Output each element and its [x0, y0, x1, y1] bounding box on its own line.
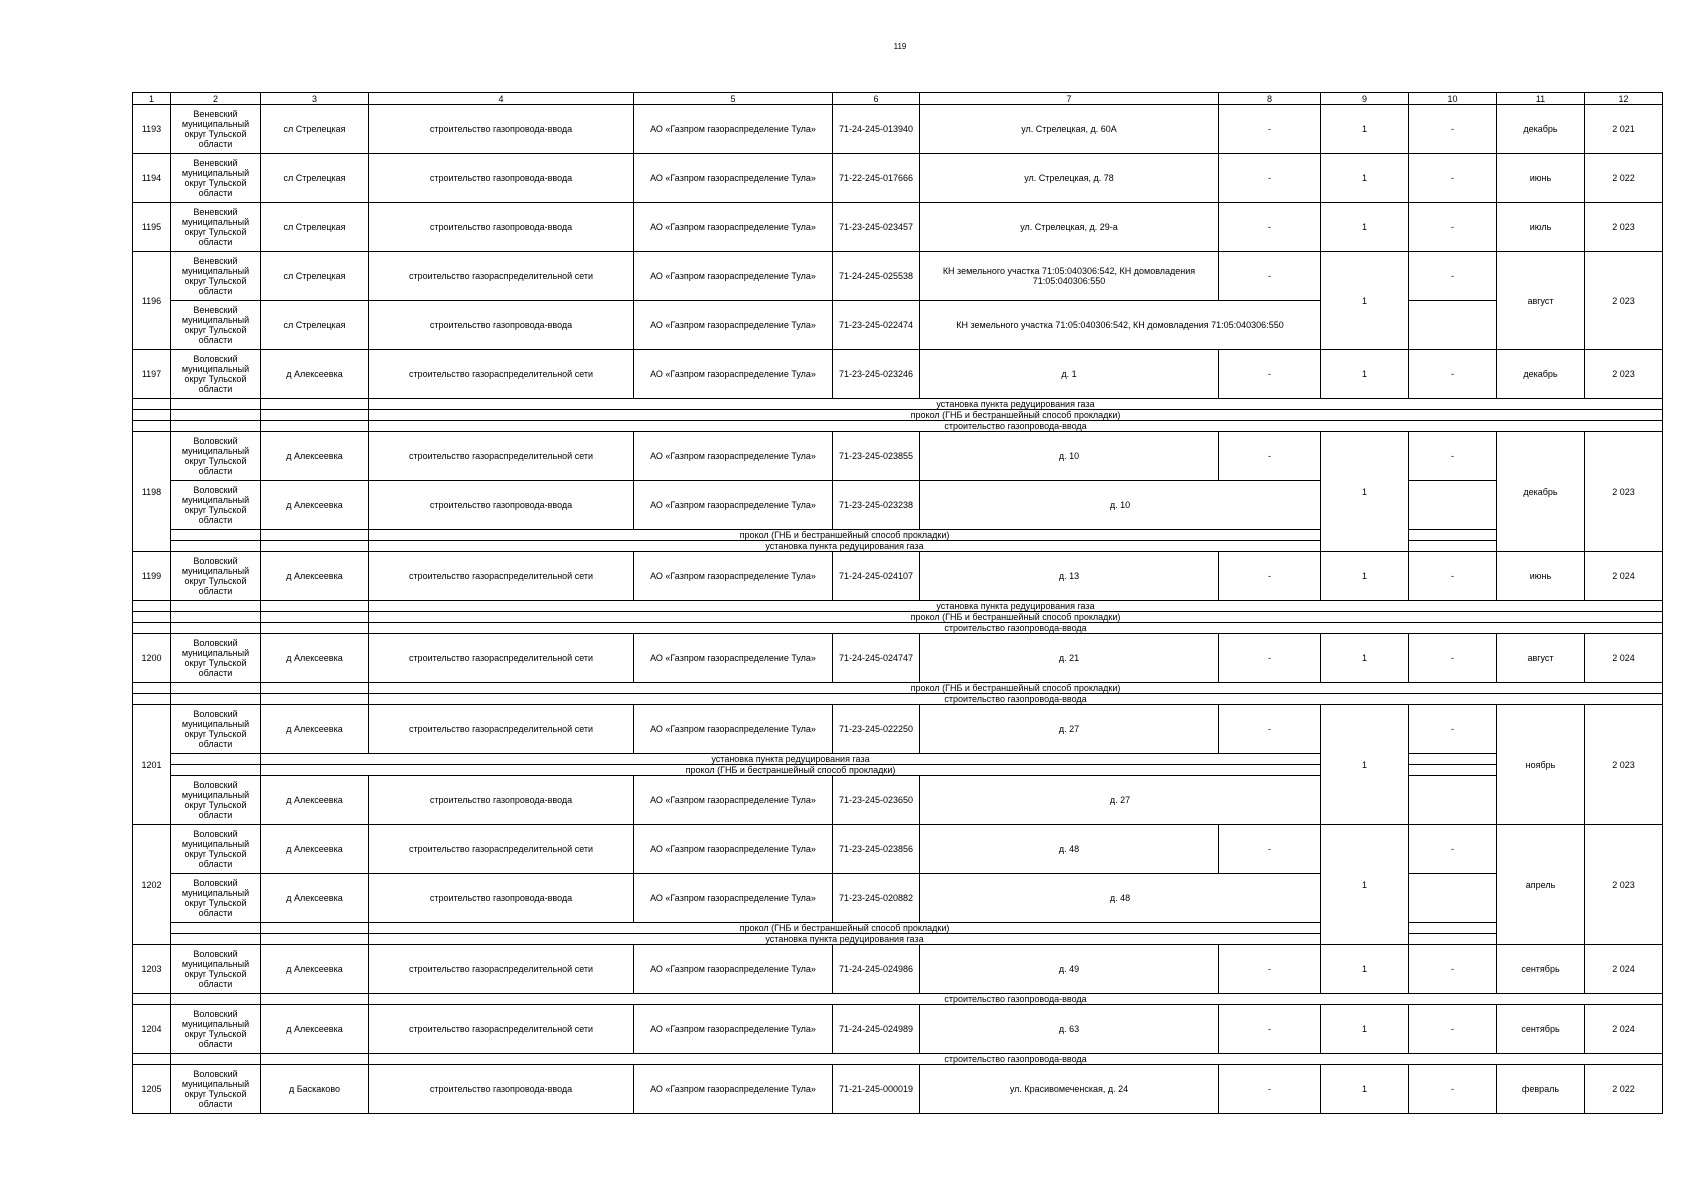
- row-number: 1193: [133, 105, 171, 154]
- table-row: [133, 350, 1663, 399]
- table-row: [133, 432, 1663, 481]
- table-row: [133, 825, 1663, 874]
- col10-cell: -: [1409, 1065, 1497, 1114]
- district-cell: Воловский муниципальный округ Тульской области: [171, 552, 261, 601]
- quantity-cell: 1: [1321, 350, 1409, 399]
- district-cell: Воловский муниципальный округ Тульской области: [171, 1065, 261, 1114]
- district-cell: Веневский муниципальный округ Тульской области: [171, 203, 261, 252]
- locality-cell: д Алексеевка: [261, 552, 369, 601]
- district-cell: Воловский муниципальный округ Тульской области: [171, 350, 261, 399]
- work-type-cell: строительство газопровода-ввода: [369, 105, 634, 154]
- col10-cell: -: [1409, 105, 1497, 154]
- subwork-label: установка пункта редуцирования газа: [369, 399, 1663, 410]
- district-cell: Веневский муниципальный округ Тульской области: [171, 105, 261, 154]
- year-cell: 2 023: [1585, 350, 1663, 399]
- work-type-cell: строительство газораспределительной сети: [369, 945, 634, 994]
- code-cell: 71-23-245-023856: [833, 825, 920, 874]
- col8-cell: -: [1219, 1005, 1321, 1054]
- column-header: 7: [920, 93, 1219, 105]
- table-row: [133, 1005, 1663, 1054]
- district-cell: Воловский муниципальный округ Тульской области: [171, 705, 261, 754]
- row-number: 1198: [133, 432, 171, 552]
- work-type-cell: строительство газораспределительной сети: [369, 252, 634, 301]
- col10-cell: [1409, 874, 1497, 923]
- col10-cell: -: [1409, 634, 1497, 683]
- locality-cell: д Алексеевка: [261, 432, 369, 481]
- subwork-row: [133, 754, 1663, 765]
- year-cell: 2 023: [1585, 252, 1663, 350]
- code-cell: 71-24-245-024747: [833, 634, 920, 683]
- organization-cell: АО «Газпром газораспределение Тула»: [634, 874, 833, 923]
- month-cell: декабрь: [1497, 350, 1585, 399]
- code-cell: 71-22-245-017666: [833, 154, 920, 203]
- subwork-label: прокол (ГНБ и бестраншейный способ прокладки): [369, 612, 1663, 623]
- col10-cell: -: [1409, 203, 1497, 252]
- col8-cell: -: [1219, 154, 1321, 203]
- subwork-row: [133, 399, 1663, 410]
- district-cell: Воловский муниципальный округ Тульской области: [171, 634, 261, 683]
- locality-cell: сл Стрелецкая: [261, 154, 369, 203]
- locality-cell: сл Стрелецкая: [261, 301, 369, 350]
- subwork-row: [133, 694, 1663, 705]
- district-cell: Веневский муниципальный округ Тульской области: [171, 301, 261, 350]
- year-cell: 2 024: [1585, 1005, 1663, 1054]
- column-header: 9: [1321, 93, 1409, 105]
- organization-cell: АО «Газпром газораспределение Тула»: [634, 705, 833, 754]
- table-row: [133, 552, 1663, 601]
- subwork-label: строительство газопровода-ввода: [369, 994, 1663, 1005]
- work-type-cell: строительство газораспределительной сети: [369, 634, 634, 683]
- month-cell: декабрь: [1497, 105, 1585, 154]
- row-number: 1195: [133, 203, 171, 252]
- year-cell: 2 021: [1585, 105, 1663, 154]
- col8-cell: -: [1219, 705, 1321, 754]
- subwork-label: строительство газопровода-ввода: [369, 694, 1663, 705]
- locality-cell: сл Стрелецкая: [261, 252, 369, 301]
- col10-cell: -: [1409, 825, 1497, 874]
- month-cell: сентябрь: [1497, 945, 1585, 994]
- row-number: 1203: [133, 945, 171, 994]
- table-row: [133, 301, 1663, 350]
- organization-cell: АО «Газпром газораспределение Тула»: [634, 825, 833, 874]
- table-row: [133, 105, 1663, 154]
- col10-cell: -: [1409, 154, 1497, 203]
- work-type-cell: строительство газопровода-ввода: [369, 481, 634, 530]
- work-type-cell: строительство газораспределительной сети: [369, 552, 634, 601]
- address-cell: д. 21: [920, 634, 1219, 683]
- subwork-row: [133, 623, 1663, 634]
- subwork-label: строительство газопровода-ввода: [369, 1054, 1663, 1065]
- district-cell: Веневский муниципальный округ Тульской области: [171, 252, 261, 301]
- work-type-cell: строительство газопровода-ввода: [369, 154, 634, 203]
- table-row: [133, 252, 1663, 301]
- locality-cell: д Баскаково: [261, 1065, 369, 1114]
- col8-cell: -: [1219, 105, 1321, 154]
- code-cell: 71-23-245-023238: [833, 481, 920, 530]
- organization-cell: АО «Газпром газораспределение Тула»: [634, 945, 833, 994]
- subwork-label: прокол (ГНБ и бестраншейный способ прокладки): [369, 410, 1663, 421]
- address-cell: д. 10: [920, 481, 1321, 530]
- code-cell: 71-23-245-023650: [833, 776, 920, 825]
- address-cell: ул. Стрелецкая, д. 29-а: [920, 203, 1219, 252]
- row-number: 1204: [133, 1005, 171, 1054]
- address-cell: ул. Красивомеченская, д. 24: [920, 1065, 1219, 1114]
- district-cell: Воловский муниципальный округ Тульской области: [171, 481, 261, 530]
- month-cell: апрель: [1497, 825, 1585, 945]
- col10-cell: -: [1409, 552, 1497, 601]
- locality-cell: д Алексеевка: [261, 825, 369, 874]
- month-cell: февраль: [1497, 1065, 1585, 1114]
- work-type-cell: строительство газопровода-ввода: [369, 776, 634, 825]
- locality-cell: д Алексеевка: [261, 634, 369, 683]
- code-cell: 71-24-245-024989: [833, 1005, 920, 1054]
- code-cell: 71-23-245-023457: [833, 203, 920, 252]
- subwork-row: [133, 541, 1663, 552]
- organization-cell: АО «Газпром газораспределение Тула»: [634, 203, 833, 252]
- organization-cell: АО «Газпром газораспределение Тула»: [634, 154, 833, 203]
- header-row: [133, 93, 1663, 105]
- work-type-cell: строительство газопровода-ввода: [369, 1065, 634, 1114]
- address-cell: д. 13: [920, 552, 1219, 601]
- month-cell: июнь: [1497, 552, 1585, 601]
- locality-cell: д Алексеевка: [261, 481, 369, 530]
- organization-cell: АО «Газпром газораспределение Тула»: [634, 634, 833, 683]
- address-cell: д. 27: [920, 776, 1321, 825]
- code-cell: 71-23-245-022250: [833, 705, 920, 754]
- col10-cell: -: [1409, 432, 1497, 481]
- col8-cell: -: [1219, 552, 1321, 601]
- organization-cell: АО «Газпром газораспределение Тула»: [634, 105, 833, 154]
- quantity-cell: 1: [1321, 552, 1409, 601]
- month-cell: ноябрь: [1497, 705, 1585, 825]
- address-cell: д. 63: [920, 1005, 1219, 1054]
- subwork-row: [133, 683, 1663, 694]
- table-row: [133, 776, 1663, 825]
- code-cell: 71-24-245-024986: [833, 945, 920, 994]
- organization-cell: АО «Газпром газораспределение Тула»: [634, 252, 833, 301]
- year-cell: 2 024: [1585, 552, 1663, 601]
- quantity-cell: 1: [1321, 154, 1409, 203]
- table-row: [133, 634, 1663, 683]
- column-header: 10: [1409, 93, 1497, 105]
- quantity-cell: 1: [1321, 945, 1409, 994]
- organization-cell: АО «Газпром газораспределение Тула»: [634, 432, 833, 481]
- subwork-label: прокол (ГНБ и бестраншейный способ прокладки): [369, 530, 1321, 541]
- locality-cell: д Алексеевка: [261, 776, 369, 825]
- district-cell: Веневский муниципальный округ Тульской области: [171, 154, 261, 203]
- district-cell: Воловский муниципальный округ Тульской области: [171, 945, 261, 994]
- code-cell: 71-24-245-013940: [833, 105, 920, 154]
- address-cell: д. 10: [920, 432, 1219, 481]
- address-cell: д. 49: [920, 945, 1219, 994]
- address-cell: д. 1: [920, 350, 1219, 399]
- year-cell: 2 023: [1585, 825, 1663, 945]
- subwork-label: строительство газопровода-ввода: [369, 421, 1663, 432]
- work-type-cell: строительство газораспределительной сети: [369, 705, 634, 754]
- col10-cell: -: [1409, 705, 1497, 754]
- code-cell: 71-24-245-025538: [833, 252, 920, 301]
- col8-cell: -: [1219, 945, 1321, 994]
- subwork-row: [133, 994, 1663, 1005]
- col8-cell: -: [1219, 825, 1321, 874]
- subwork-row: [133, 612, 1663, 623]
- subwork-row: [133, 934, 1663, 945]
- row-number: 1199: [133, 552, 171, 601]
- subwork-row: [133, 410, 1663, 421]
- quantity-cell: 1: [1321, 1065, 1409, 1114]
- code-cell: 71-23-245-023855: [833, 432, 920, 481]
- year-cell: 2 023: [1585, 203, 1663, 252]
- quantity-cell: 1: [1321, 432, 1409, 552]
- subwork-label: прокол (ГНБ и бестраншейный способ прокладки): [369, 683, 1663, 694]
- year-cell: 2 024: [1585, 634, 1663, 683]
- table-row: [133, 874, 1663, 923]
- col8-cell: -: [1219, 1065, 1321, 1114]
- address-cell: ул. Стрелецкая, д. 60А: [920, 105, 1219, 154]
- address-cell: КН земельного участка 71:05:040306:542, КН домовладения 71:05:040306:550: [920, 301, 1321, 350]
- col10-cell: [1409, 301, 1497, 350]
- quantity-cell: 1: [1321, 105, 1409, 154]
- row-number: 1194: [133, 154, 171, 203]
- register-table: [132, 92, 1663, 1114]
- address-cell: д. 48: [920, 825, 1219, 874]
- year-cell: 2 022: [1585, 1065, 1663, 1114]
- subwork-label: строительство газопровода-ввода: [369, 623, 1663, 634]
- district-cell: Воловский муниципальный округ Тульской области: [171, 432, 261, 481]
- row-number: 1201: [133, 705, 171, 825]
- month-cell: июль: [1497, 203, 1585, 252]
- column-header: 11: [1497, 93, 1585, 105]
- work-type-cell: строительство газораспределительной сети: [369, 432, 634, 481]
- column-header: 6: [833, 93, 920, 105]
- work-type-cell: строительство газораспределительной сети: [369, 1005, 634, 1054]
- table-row: [133, 481, 1663, 530]
- month-cell: август: [1497, 634, 1585, 683]
- col8-cell: -: [1219, 252, 1321, 301]
- district-cell: Воловский муниципальный округ Тульской области: [171, 1005, 261, 1054]
- col10-cell: -: [1409, 945, 1497, 994]
- subwork-label: прокол (ГНБ и бестраншейный способ прокладки): [261, 765, 1321, 776]
- locality-cell: сл Стрелецкая: [261, 203, 369, 252]
- column-header: 1: [133, 93, 171, 105]
- col10-cell: -: [1409, 350, 1497, 399]
- work-type-cell: строительство газопровода-ввода: [369, 301, 634, 350]
- locality-cell: д Алексеевка: [261, 874, 369, 923]
- month-cell: декабрь: [1497, 432, 1585, 552]
- row-number: 1202: [133, 825, 171, 945]
- table-row: [133, 945, 1663, 994]
- subwork-label: установка пункта редуцирования газа: [369, 601, 1663, 612]
- locality-cell: д Алексеевка: [261, 705, 369, 754]
- col10-cell: [1409, 776, 1497, 825]
- quantity-cell: 1: [1321, 1005, 1409, 1054]
- address-cell: д. 48: [920, 874, 1321, 923]
- year-cell: 2 023: [1585, 705, 1663, 825]
- work-type-cell: строительство газораспределительной сети: [369, 350, 634, 399]
- locality-cell: д Алексеевка: [261, 945, 369, 994]
- col8-cell: -: [1219, 203, 1321, 252]
- address-cell: д. 27: [920, 705, 1219, 754]
- subwork-label: установка пункта редуцирования газа: [369, 541, 1321, 552]
- quantity-cell: 1: [1321, 705, 1409, 825]
- work-type-cell: строительство газораспределительной сети: [369, 825, 634, 874]
- subwork-row: [133, 1054, 1663, 1065]
- district-cell: Воловский муниципальный округ Тульской области: [171, 874, 261, 923]
- table-row: [133, 154, 1663, 203]
- row-number: 1196: [133, 252, 171, 350]
- row-number: 1200: [133, 634, 171, 683]
- locality-cell: д Алексеевка: [261, 1005, 369, 1054]
- subwork-label: прокол (ГНБ и бестраншейный способ прокладки): [369, 923, 1321, 934]
- code-cell: 71-23-245-020882: [833, 874, 920, 923]
- organization-cell: АО «Газпром газораспределение Тула»: [634, 1065, 833, 1114]
- organization-cell: АО «Газпром газораспределение Тула»: [634, 301, 833, 350]
- col8-cell: -: [1219, 350, 1321, 399]
- col10-cell: -: [1409, 252, 1497, 301]
- table-row: [133, 203, 1663, 252]
- organization-cell: АО «Газпром газораспределение Тула»: [634, 776, 833, 825]
- col10-cell: [1409, 481, 1497, 530]
- work-type-cell: строительство газопровода-ввода: [369, 203, 634, 252]
- code-cell: 71-21-245-000019: [833, 1065, 920, 1114]
- work-type-cell: строительство газопровода-ввода: [369, 874, 634, 923]
- address-cell: КН земельного участка 71:05:040306:542, КН домовладения 71:05:040306:550: [920, 252, 1219, 301]
- subwork-row: [133, 421, 1663, 432]
- column-header: 12: [1585, 93, 1663, 105]
- locality-cell: д Алексеевка: [261, 350, 369, 399]
- col8-cell: -: [1219, 634, 1321, 683]
- code-cell: 71-24-245-024107: [833, 552, 920, 601]
- table-row: [133, 705, 1663, 754]
- column-header: 2: [171, 93, 261, 105]
- year-cell: 2 023: [1585, 432, 1663, 552]
- locality-cell: сл Стрелецкая: [261, 105, 369, 154]
- subwork-label: установка пункта редуцирования газа: [261, 754, 1321, 765]
- subwork-row: [133, 923, 1663, 934]
- quantity-cell: 1: [1321, 634, 1409, 683]
- code-cell: 71-23-245-023246: [833, 350, 920, 399]
- page-number: 119: [893, 42, 907, 51]
- subwork-label: установка пункта редуцирования газа: [369, 934, 1321, 945]
- subwork-row: [133, 601, 1663, 612]
- subwork-row: [133, 765, 1663, 776]
- quantity-cell: 1: [1321, 825, 1409, 945]
- quantity-cell: 1: [1321, 252, 1409, 350]
- column-header: 5: [634, 93, 833, 105]
- organization-cell: АО «Газпром газораспределение Тула»: [634, 552, 833, 601]
- col10-cell: -: [1409, 1005, 1497, 1054]
- organization-cell: АО «Газпром газораспределение Тула»: [634, 350, 833, 399]
- month-cell: сентябрь: [1497, 1005, 1585, 1054]
- month-cell: июнь: [1497, 154, 1585, 203]
- year-cell: 2 022: [1585, 154, 1663, 203]
- organization-cell: АО «Газпром газораспределение Тула»: [634, 481, 833, 530]
- subwork-row: [133, 530, 1663, 541]
- district-cell: Воловский муниципальный округ Тульской области: [171, 825, 261, 874]
- col8-cell: -: [1219, 432, 1321, 481]
- organization-cell: АО «Газпром газораспределение Тула»: [634, 1005, 833, 1054]
- address-cell: ул. Стрелецкая, д. 78: [920, 154, 1219, 203]
- code-cell: 71-23-245-022474: [833, 301, 920, 350]
- column-header: 8: [1219, 93, 1321, 105]
- row-number: 1197: [133, 350, 171, 399]
- month-cell: август: [1497, 252, 1585, 350]
- table-row: [133, 1065, 1663, 1114]
- year-cell: 2 024: [1585, 945, 1663, 994]
- column-header: 3: [261, 93, 369, 105]
- row-number: 1205: [133, 1065, 171, 1114]
- district-cell: Воловский муниципальный округ Тульской области: [171, 776, 261, 825]
- column-header: 4: [369, 93, 634, 105]
- quantity-cell: 1: [1321, 203, 1409, 252]
